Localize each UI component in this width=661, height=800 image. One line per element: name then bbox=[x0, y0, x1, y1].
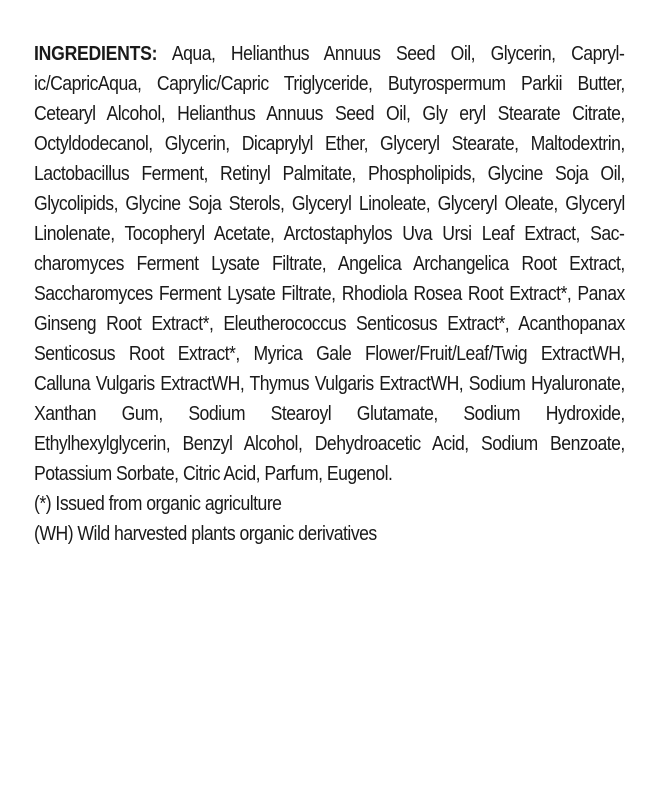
organic-footnote: (*) Issued from organic agriculture bbox=[34, 492, 282, 515]
ingredients-list: Aqua, Helianthus Annuus Seed Oil, Glycerin, Caprylic/CapricAqua, Caprylic/Capric Triglyceride, Butyrospermum Parkii Butter, Cetearyl Alcohol, Helianthus Annuus Seed Oil, Gly eryl Stearate Citrate, Octyldodecanol, Glycerin, Dicaprylyl Ether, Glyceryl Stearate, Maltodextrin, Lactobacillus Ferment, Retinyl Palmitate, Phospholipids, Glycine Soja Oil, Glycolipids, Glycine Soja Sterols, Glyceryl Linoleate, Glyceryl Oleate, Glyceryl Linolenate, Tocopheryl Acetate, Arctostaphylos Uva Ursi Leaf Extract, Saccharomyces Ferment Lysate Filtrate, Angelica Archangelica Root Extract, Saccharomyces Ferment Lysate Filtrate, Rhodiola Rosea Root Extract*, Panax Ginseng Root Extract*, Eleutherococcus Senticosus Extract*, Acanthopanax Senticosus Root Extract*, Myrica Gale Flower/Fruit/Leaf/Twig ExtractWH, Calluna Vulgaris ExtractWH, Thymus Vulgaris ExtractWH, Sodium Hyaluronate, Xanthan Gum, Sodium Stearoyl Glutamate, Sodium Hydroxide, Ethylhexylglycerin, Benzyl Alcohol, Dehydroacetic Acid, Sodium Benzoate, Potassium Sorbate, Citric Acid, Parfum, Eugenol. bbox=[34, 42, 625, 485]
ingredients-paragraph bbox=[34, 39, 625, 489]
wild-harvested-footnote: (WH) Wild harvested plants organic derivatives bbox=[34, 522, 377, 545]
ingredients-panel bbox=[34, 39, 625, 549]
ingredients-label: INGREDIENTS: bbox=[34, 42, 158, 65]
